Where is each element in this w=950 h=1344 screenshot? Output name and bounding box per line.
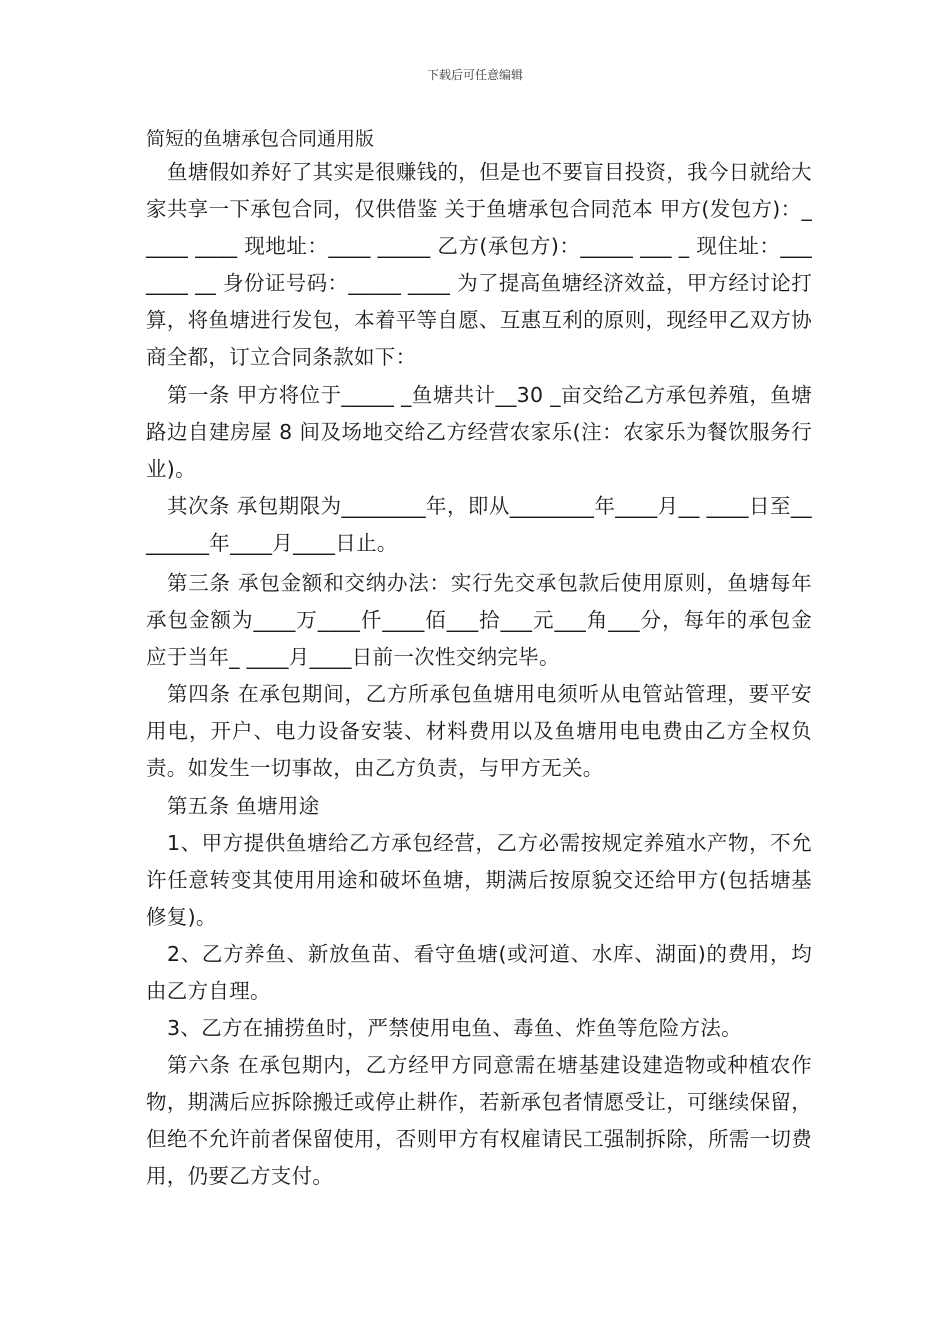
paragraph-article-5-item-3: 3、乙方在捕捞鱼时，严禁使用电鱼、毒鱼、炸鱼等危险方法。 xyxy=(167,1016,742,1040)
paragraph-article-4: 第四条 在承包期间，乙方所承包鱼塘用电须听从电管站管理，要平安用电，开户、电力设备安装、材料费用以及鱼塘用电电费由乙方全权负责。如发生一切事故，由乙方负责，与甲方无关。 xyxy=(146,682,812,780)
paragraph-article-2: 其次条 承包期限为________年，即从________年____月__ ____日至________年____月____日止。 xyxy=(146,494,812,555)
document-title: 简短的鱼塘承包合同通用版 xyxy=(146,128,375,150)
paragraph-article-5-item-1: 1、甲方提供鱼塘给乙方承包经营，乙方必需按规定养殖水产物，不允许任意转变其使用用途和破坏鱼塘，期满后按原貌交还给甲方(包括塘基修复)。 xyxy=(146,831,812,929)
paragraph-article-1: 第一条 甲方将位于_____ _鱼塘共计__30 _亩交给乙方承包养殖，鱼塘路边自建房屋 8 间及场地交给乙方经营农家乐(注：农家乐为餐饮服务行业)。 xyxy=(146,383,812,481)
paragraph-article-5-item-2: 2、乙方养鱼、新放鱼苗、看守鱼塘(或河道、水库、湖面)的费用，均由乙方自理。 xyxy=(146,942,812,1003)
paragraph-intro: 鱼塘假如养好了其实是很赚钱的，但是也不要盲目投资，我今日就给大家共享一下承包合同，仅供借鉴 关于鱼塘承包合同范本 甲方(发包方)：_____ ____ 现地址：____ _____ 乙方(承包方)：_____ ___ _ 现住址：_______ __ 身份证号码：_____ ____ 为了提高鱼塘经济效益，甲方经讨论打算，将鱼塘进行发包，本着平等自愿、互惠互利的原则，现经甲乙双方协商全都，订立合同条款如下： xyxy=(146,160,812,369)
paragraph-article-6: 第六条 在承包期内，乙方经甲方同意需在塘基建设建造物或种植农作物，期满后应拆除搬迁或停止耕作，若新承包者情愿受让，可继续保留，但绝不允许前者保留使用，否则甲方有权雇请民工强制拆除，所需一切费用，仍要乙方支付。 xyxy=(146,1053,812,1188)
paragraph-article-3: 第三条 承包金额和交纳办法：实行先交承包款后使用原则，鱼塘每年承包金额为____万____仟____佰___拾___元___角___分，每年的承包金应于当年_ ____月____日前一次性交纳完毕。 xyxy=(146,571,812,669)
page-header: 下载后可任意编辑 xyxy=(426,68,523,82)
paragraph-article-5-heading: 第五条 鱼塘用途 xyxy=(167,794,320,818)
